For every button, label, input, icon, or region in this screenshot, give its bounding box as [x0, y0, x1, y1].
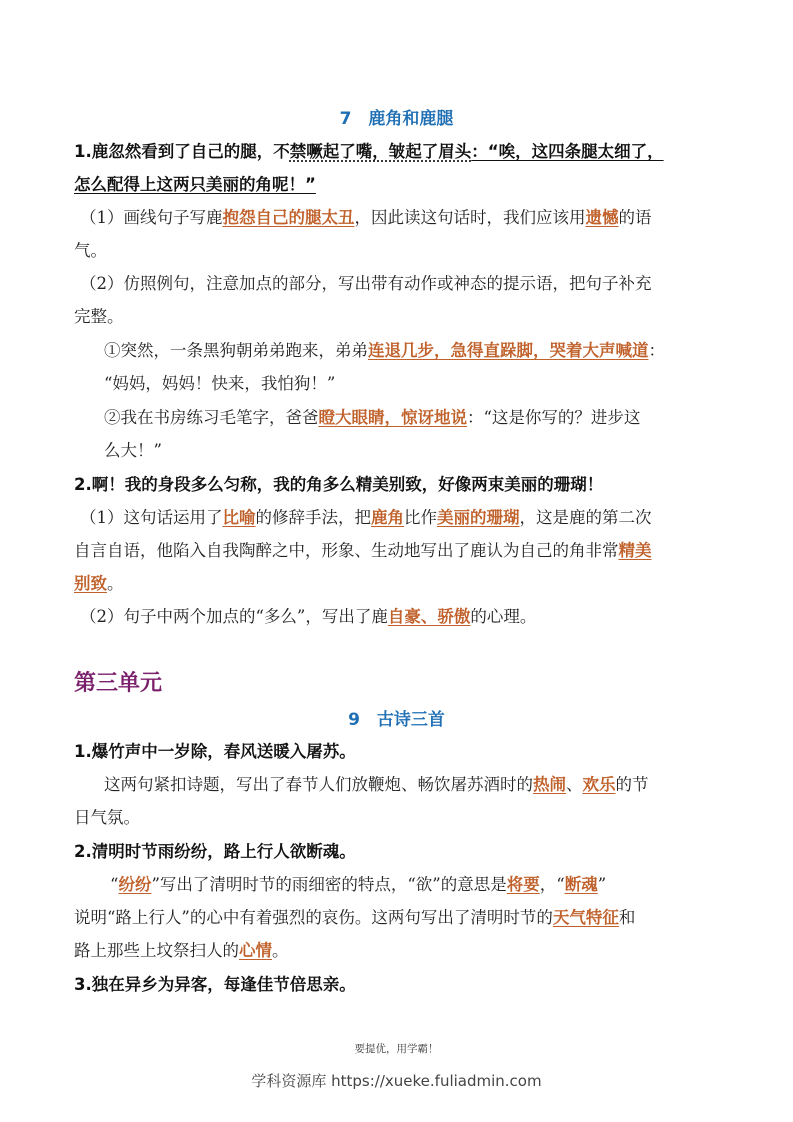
question-1-line-2: 怎么配得上这两只美丽的角呢！”: [74, 175, 316, 194]
answer: 纷纷: [118, 875, 152, 894]
answer: 别致: [74, 574, 107, 593]
q1-subquestion-2-line-2: 完整。: [74, 307, 124, 326]
poem-1-explanation: 这两句紧扣诗题，写出了春节人们放鞭炮、畅饮屠苏酒时的热闹、欢乐的节: [104, 775, 649, 794]
question-2-heading: 2.啊！我的身段多么匀称，我的角多么精美别致，好像两束美丽的珊瑚！: [74, 475, 604, 494]
poem-2-heading: 2.清明时节雨纷纷，路上行人欲断魂。: [74, 842, 356, 861]
answer: 美丽的珊瑚: [437, 508, 520, 527]
poem-2-explanation-line-2: 说明“路上行人”的心中有着强烈的哀伤。这两句写出了清明时节的天气特征和: [74, 908, 636, 927]
poem-1-explanation-line-2: 日气氛。: [74, 808, 140, 827]
answer: 鹿角: [371, 508, 404, 527]
dotted-phrase: 禁噘起了嘴，皱起了眉头: [289, 142, 472, 161]
q2-subquestion-1-line-2: 自言自语，他陷入自我陶醉之中，形象、生动地写出了鹿认为自己的角非常精美: [74, 541, 652, 560]
answer: 欢乐: [582, 775, 616, 794]
answer: 心情: [239, 941, 272, 960]
lesson-title: 7 鹿角和鹿腿: [339, 109, 454, 129]
footer-slogan: 要提优，用学霸！: [354, 1043, 439, 1055]
poem-2-explanation: “纷纷”写出了清明时节的雨细密的特点，“欲”的意思是将要，“断魂”: [110, 875, 607, 894]
example-1: ①突然，一条黑狗朝弟弟跑来，弟弟连退几步，急得直跺脚，哭着大声喊道：: [104, 341, 665, 360]
q1-subquestion-2: （2）仿照例句，注意加点的部分，写出带有动作或神态的提示语，把句子补充: [80, 274, 652, 293]
answer: 抱怨自己的腿太丑: [222, 208, 355, 227]
answer: 热闹: [533, 775, 566, 794]
answer: 遗憾: [585, 208, 619, 227]
example-2-line-2: 么大！”: [104, 441, 162, 460]
poem-1-heading: 1.爆竹声中一岁除，春风送暖入屠苏。: [74, 742, 356, 761]
answer: 比喻: [222, 508, 256, 527]
answer: 将要: [506, 875, 540, 894]
q1-subquestion-1-line-2: 气。: [74, 241, 107, 260]
answer: 连退几步，急得直跺脚，哭着大声喊道: [368, 341, 649, 360]
lesson-title: 9 古诗三首: [348, 710, 445, 730]
question-1-line-1: 1.鹿忽然看到了自己的腿，不禁噘起了嘴，皱起了眉头：“唉，这四条腿太细了，: [74, 142, 664, 161]
q2-subquestion-1: （1）这句话运用了比喻的修辞手法，把鹿角比作美丽的珊瑚，这是鹿的第二次: [80, 508, 652, 527]
poem-3-heading: 3.独在异乡为异客，每逢佳节倍思亲。: [74, 975, 356, 994]
q2-subquestion-2: （2）句子中两个加点的“多么”，写出了鹿自豪、骄傲的心理。: [80, 607, 537, 626]
unit-title: 第三单元: [74, 670, 163, 696]
answer: 自豪、骄傲: [387, 607, 471, 626]
answer: 瞪大眼睛，惊讶地说: [318, 408, 467, 427]
footer-site-link[interactable]: 学科资源库 https://xueke.fuliadmin.com: [251, 1072, 542, 1090]
q2-subquestion-1-line-3: 别致。: [74, 574, 124, 593]
example-2: ②我在书房练习毛笔字，爸爸瞪大眼睛，惊讶地说：“这是你写的？进步这: [104, 408, 641, 427]
answer: 天气特征: [552, 908, 619, 927]
q1-subquestion-1: （1）画线句子写鹿抱怨自己的腿太丑，因此读这句话时，我们应该用遗憾的语: [80, 208, 652, 227]
answer: 断魂: [564, 875, 598, 894]
poem-2-explanation-line-3: 路上那些上坟祭扫人的心情。: [74, 941, 289, 960]
answer: 精美: [618, 541, 652, 560]
example-1-line-2: “妈妈，妈妈！快来，我怕狗！”: [104, 374, 336, 393]
